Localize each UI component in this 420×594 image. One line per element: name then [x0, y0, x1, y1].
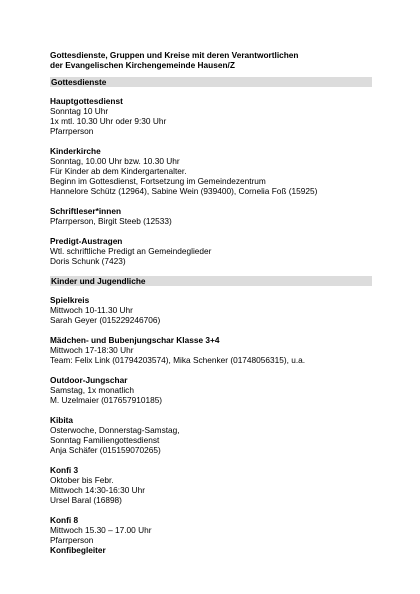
section — [50, 276, 372, 555]
entry — [50, 96, 372, 136]
entry-line: Pfarrperson, Birgit Steeb (12533) — [50, 216, 172, 226]
entry-title: Kibita — [50, 415, 74, 425]
entry-line: M. Uzelmaier (017657910185) — [50, 395, 163, 405]
entry — [50, 146, 372, 196]
entry — [50, 295, 372, 325]
entry-line: Pfarrperson — [50, 535, 94, 545]
document-title-line: der Evangelischen Kirchengemeinde Hausen/Z — [50, 60, 235, 70]
entry-line: Anja Schäfer (015159070265) — [50, 445, 161, 455]
entry-title: Kinderkirche — [50, 146, 101, 156]
entry — [50, 515, 372, 555]
entry-line: 1x mtl. 10.30 Uhr oder 9:30 Uhr — [50, 116, 167, 126]
entry-line: Beginn im Gottesdienst, Fortsetzung im Gemeindezentrum — [50, 176, 266, 186]
entry-line: Oktober bis Febr. — [50, 475, 114, 485]
document-title — [50, 50, 372, 70]
entry-line: Sarah Geyer (015229246706) — [50, 315, 161, 325]
entry-line: Mittwoch 14:30-16:30 Uhr — [50, 485, 146, 495]
entry-line: Sonntag, 10.00 Uhr bzw. 10.30 Uhr — [50, 156, 180, 166]
entry-line: Samstag, 1x monatlich — [50, 385, 134, 395]
entry-title: Hauptgottesdienst — [50, 96, 123, 106]
entry — [50, 206, 372, 226]
entry — [50, 375, 372, 405]
entry-title: Schriftleser*innen — [50, 206, 122, 216]
entry-line: Hannelore Schütz (12964), Sabine Wein (939400), Cornelia Foß (15925) — [50, 186, 318, 196]
document-title-line: Gottesdienste, Gruppen und Kreise mit deren Verantwortlichen — [50, 50, 299, 60]
entry-line: Mittwoch 10-11.30 Uhr — [50, 305, 133, 315]
entry-title: Outdoor-Jungschar — [50, 375, 128, 385]
entry-line: Sonntag Familiengottesdienst — [50, 435, 160, 445]
document-page — [50, 50, 372, 565]
entry-title: Predigt-Austragen — [50, 236, 123, 246]
entry-line: Doris Schunk (7423) — [50, 256, 126, 266]
section-heading: Gottesdienste — [50, 77, 372, 87]
entry-line: Ursel Baral (16898) — [50, 495, 122, 505]
section-heading: Kinder und Jugendliche — [50, 276, 372, 286]
entry-line: Pfarrperson — [50, 126, 94, 136]
entry-line: Mittwoch 17-18:30 Uhr — [50, 345, 134, 355]
entry-title: Konfi 3 — [50, 465, 79, 475]
sections-container — [50, 77, 372, 555]
entry-line: Sonntag 10 Uhr — [50, 106, 109, 116]
entry-line: Wtl. schriftliche Predigt an Gemeindeglieder — [50, 246, 212, 256]
entry-title: Mädchen- und Bubenjungschar Klasse 3+4 — [50, 335, 220, 345]
entry — [50, 465, 372, 505]
entry-line: Für Kinder ab dem Kindergartenalter. — [50, 166, 187, 176]
section — [50, 77, 372, 266]
entry-line: Konfibegleiter — [50, 545, 106, 555]
entry — [50, 415, 372, 455]
entry-title: Spielkreis — [50, 295, 90, 305]
entry-line: Mittwoch 15.30 – 17.00 Uhr — [50, 525, 152, 535]
entry — [50, 236, 372, 266]
entry-title: Konfi 8 — [50, 515, 79, 525]
entry-line: Team: Felix Link (01794203574), Mika Schenker (01748056315), u.a. — [50, 355, 306, 365]
entry — [50, 335, 372, 365]
entry-line: Osterwoche, Donnerstag-Samstag, — [50, 425, 180, 435]
